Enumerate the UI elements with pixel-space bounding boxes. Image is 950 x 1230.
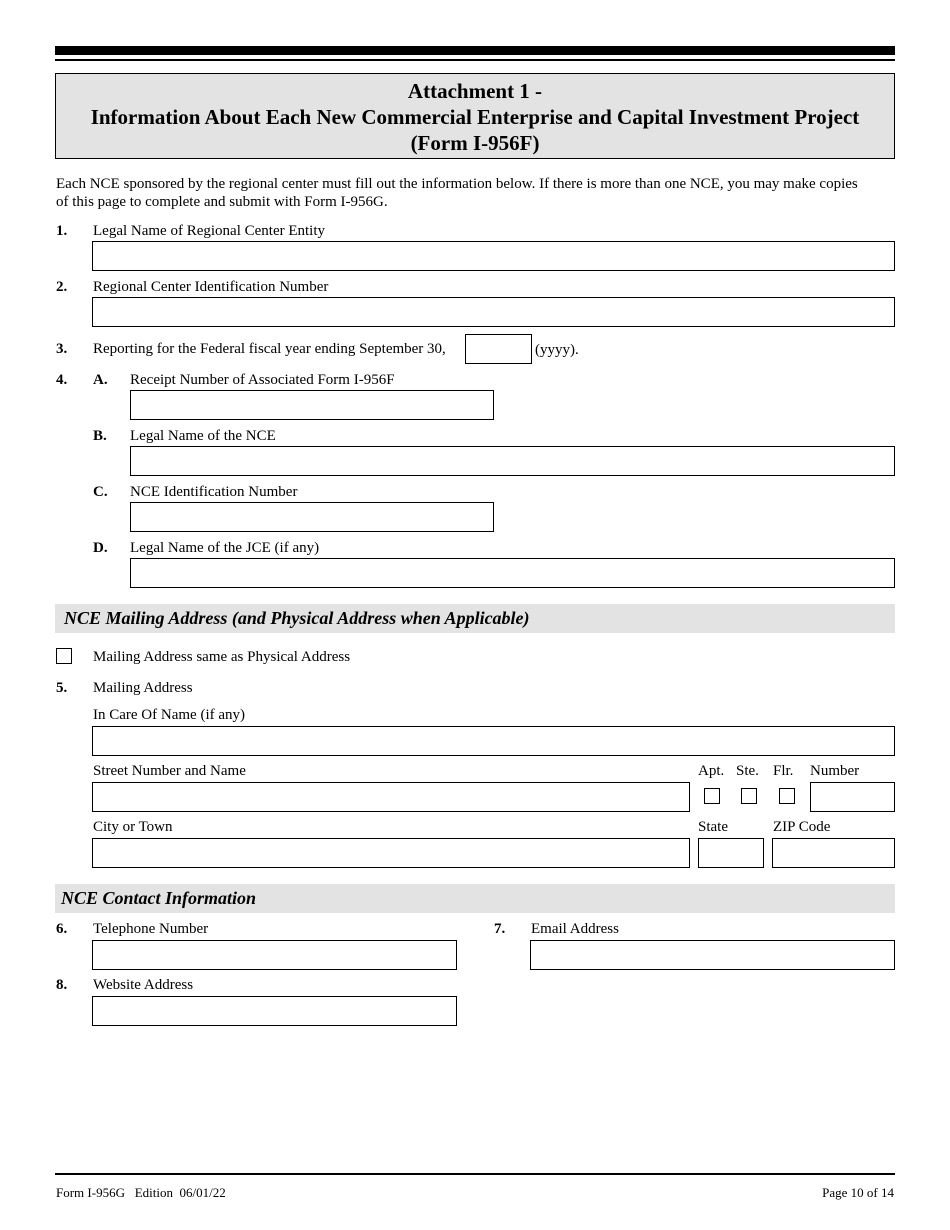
top-rule-thin: [55, 59, 895, 61]
q4a-letter: A.: [93, 372, 108, 388]
state-label: State: [698, 819, 728, 835]
zip-label: ZIP Code: [773, 819, 831, 835]
apt-label: Apt.: [698, 763, 725, 779]
street-field[interactable]: [92, 782, 690, 812]
intro-line-2: of this page to complete and submit with Form I-956G.: [56, 194, 388, 210]
q3-number: 3.: [56, 341, 68, 357]
nce-id-field[interactable]: [130, 502, 494, 532]
q5-label: Mailing Address: [93, 680, 193, 696]
q3-label: Reporting for the Federal fiscal year ending September 30,: [93, 341, 446, 357]
q2-number: 2.: [56, 279, 68, 295]
q4c-label: NCE Identification Number: [130, 484, 298, 500]
q7-label: Email Address: [531, 921, 619, 937]
q4b-letter: B.: [93, 428, 107, 444]
ste-label: Ste.: [736, 763, 759, 779]
flr-checkbox[interactable]: [779, 788, 795, 804]
page-title: [55, 73, 895, 159]
contact-section-heading: NCE Contact Information: [55, 884, 895, 913]
title-line-1: Attachment 1 -: [407, 79, 543, 103]
jce-legal-name-field[interactable]: [130, 558, 895, 588]
regional-center-legal-name-field[interactable]: [92, 241, 895, 271]
in-care-of-field[interactable]: [92, 726, 895, 756]
ste-checkbox[interactable]: [741, 788, 757, 804]
q4b-label: Legal Name of the NCE: [130, 428, 276, 444]
q3-suffix: (yyyy).: [535, 342, 579, 358]
q4d-letter: D.: [93, 540, 108, 556]
email-field[interactable]: [530, 940, 895, 970]
fiscal-year-field[interactable]: [465, 334, 532, 364]
flr-label: Flr.: [773, 763, 794, 779]
q1-label: Legal Name of Regional Center Entity: [93, 223, 326, 239]
street-label: Street Number and Name: [93, 763, 246, 779]
unit-number-field[interactable]: [810, 782, 895, 812]
mailing-section-heading: NCE Mailing Address (and Physical Address when Applicable): [55, 604, 895, 633]
footer-rule: [55, 1173, 895, 1175]
top-rule-thick: [55, 46, 895, 55]
q4-number: 4.: [56, 372, 68, 388]
same-address-checkbox[interactable]: [56, 648, 72, 664]
city-label: City or Town: [93, 819, 173, 835]
apt-checkbox[interactable]: [704, 788, 720, 804]
telephone-field[interactable]: [92, 940, 457, 970]
city-field[interactable]: [92, 838, 690, 868]
zip-field[interactable]: [772, 838, 895, 868]
q7-number: 7.: [494, 921, 506, 937]
number-label: Number: [810, 763, 860, 779]
title-line-3: (Form I-956F): [410, 131, 540, 155]
regional-center-id-field[interactable]: [92, 297, 895, 327]
q6-label: Telephone Number: [93, 921, 209, 937]
title-line-2: Information About Each New Commercial Enterprise and Capital Investment Project: [90, 105, 860, 129]
q8-label: Website Address: [93, 977, 194, 993]
q4a-label: Receipt Number of Associated Form I-956F: [130, 372, 395, 388]
nce-legal-name-field[interactable]: [130, 446, 895, 476]
q6-number: 6.: [56, 921, 68, 937]
footer-page-number: Page 10 of 14: [822, 1185, 894, 1200]
q4d-label: Legal Name of the JCE (if any): [130, 540, 320, 556]
receipt-number-field[interactable]: [130, 390, 494, 420]
q1-number: 1.: [56, 223, 68, 239]
website-field[interactable]: [92, 996, 457, 1026]
q4c-letter: C.: [93, 484, 108, 500]
q8-number: 8.: [56, 977, 68, 993]
q5-number: 5.: [56, 680, 68, 696]
same-address-label: Mailing Address same as Physical Address: [93, 649, 351, 665]
q2-label: Regional Center Identification Number: [93, 279, 329, 295]
state-select[interactable]: [698, 838, 764, 868]
footer-form-edition: Form I-956G Edition 06/01/22: [56, 1185, 226, 1200]
in-care-of-label: In Care Of Name (if any): [93, 707, 246, 723]
intro-line-1: Each NCE sponsored by the regional center must fill out the information below. If there is more than one NCE, you may make copies: [56, 176, 858, 192]
